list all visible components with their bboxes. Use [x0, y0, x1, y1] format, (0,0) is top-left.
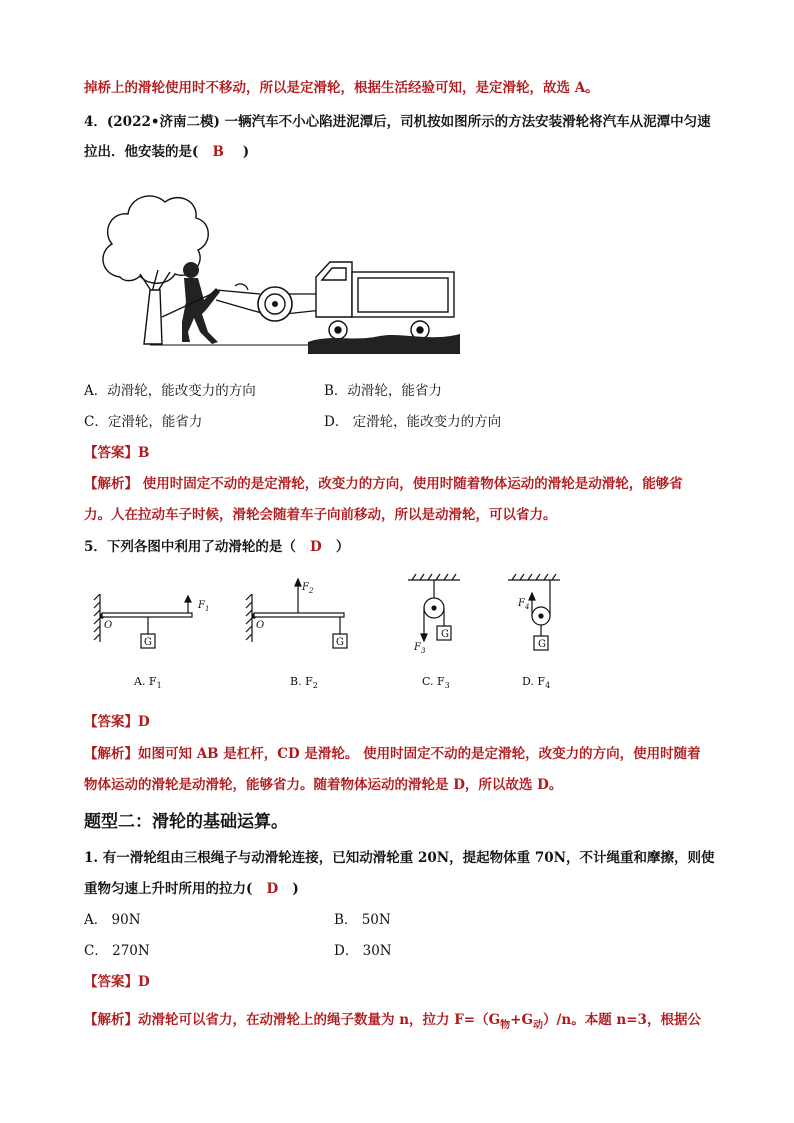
q4-analysis-line2: 力。人在拉动车子时候，滑轮会随着车子向前移动，所以是动滑轮，可以省力。: [84, 507, 557, 523]
truck-figure: [316, 262, 454, 339]
s2-q1-option-b: B． 50N: [334, 912, 391, 928]
q5-stem: 5．下列各图中利用了动滑轮的是（ D ）: [84, 539, 350, 555]
q5-inline-answer: D: [310, 539, 322, 555]
figure-d-caption: D. $F_4$: [522, 675, 551, 690]
figure-c-fixed-pulley: [408, 574, 460, 641]
q4-figure-truck-pulley: [90, 182, 470, 362]
figure-a-weight-label: G: [144, 637, 152, 648]
figure-c-force-label: $F_3$: [414, 642, 426, 655]
figure-b-weight-label: G: [336, 637, 344, 648]
s2-q1-option-d: D． 30N: [334, 943, 392, 959]
figure-b-lever: [246, 579, 347, 648]
figure-c-caption: C. $F_3$: [422, 675, 450, 690]
figure-a-caption: A. $F_1$: [134, 675, 162, 690]
q5-figures: [90, 572, 590, 697]
q4-option-c: C．定滑轮，能省力: [84, 414, 203, 430]
figure-d-movable-pulley: [508, 574, 560, 650]
pulley-icon: [258, 287, 292, 321]
s2-q1-option-c: C． 270N: [84, 943, 150, 959]
s2-q1-analysis: 【解析】动滑轮可以省力，在动滑轮上的绳子数量为 n，拉力 $F=(G_物+G_动)/n$。本题 n=3，根据公: [84, 1012, 701, 1031]
figure-b-pivot-label: O: [256, 620, 265, 631]
s2-q1-stem-line1: 1. 有一滑轮组由三根绳子与动滑轮连接，已知动滑轮重 20N，提起物体重 70N，不计绳重和摩擦，则使: [84, 850, 715, 866]
q5-answer: 【答案】D: [84, 714, 150, 730]
section-heading: 题型二：滑轮的基础运算。: [84, 812, 288, 832]
q4-answer: 【答案】B: [84, 445, 150, 461]
figure-b-caption: B. $F_2$: [290, 675, 318, 690]
s2-q1-answer: 【答案】D: [84, 974, 150, 990]
q4-stem-line1: 4．(2022•济南二模) 一辆汽车不小心陷进泥潭后，司机按如图所示的方法安装滑轮将汽车从泥潭中匀速: [84, 114, 711, 130]
q5-analysis-line1: 【解析】如图可知 AB 是杠杆，CD 是滑轮。 使用时固定不动的是定滑轮，改变力的方向，使用时随着: [84, 746, 701, 762]
mud-ground: [308, 334, 460, 354]
figure-d-force-label: $F_4$: [518, 598, 530, 611]
figure-c-weight-label: G: [441, 629, 449, 640]
figure-b-force-label: $F_2$: [302, 582, 314, 595]
q4-stem-line2: 拉出．他安装的是( B ): [84, 144, 250, 160]
man-pulling-figure: [182, 262, 220, 344]
q5-analysis-line2: 物体运动的滑轮是动滑轮，能够省力。随着物体运动的滑轮是 D，所以故选 D。: [84, 777, 563, 793]
q4-inline-answer: B: [212, 144, 224, 160]
q4-option-b: B．动滑轮，能省力: [324, 383, 442, 399]
q4-option-a: A．动滑轮，能改变力的方向: [84, 383, 256, 399]
figure-d-weight-label: G: [538, 639, 546, 650]
q4-option-d: D． 定滑轮，能改变力的方向: [324, 414, 502, 430]
q4-analysis-line1: 【解析】 使用时固定不动的是定滑轮，改变力的方向，使用时随着物体运动的滑轮是动滑轮，能够省: [84, 476, 683, 492]
prev-analysis-tail: 掉桥上的滑轮使用时不移动，所以是定滑轮，根据生活经验可知，是定滑轮，故选 A。: [84, 80, 599, 96]
figure-a-pivot-label: O: [104, 620, 113, 631]
s2-q1-option-a: A． 90N: [84, 912, 141, 928]
s2-q1-stem-line2: 重物匀速上升时所用的拉力( D ): [84, 881, 299, 897]
figure-a-force-label: $F_1$: [198, 600, 210, 613]
s2-q1-inline-answer: D: [266, 881, 279, 897]
